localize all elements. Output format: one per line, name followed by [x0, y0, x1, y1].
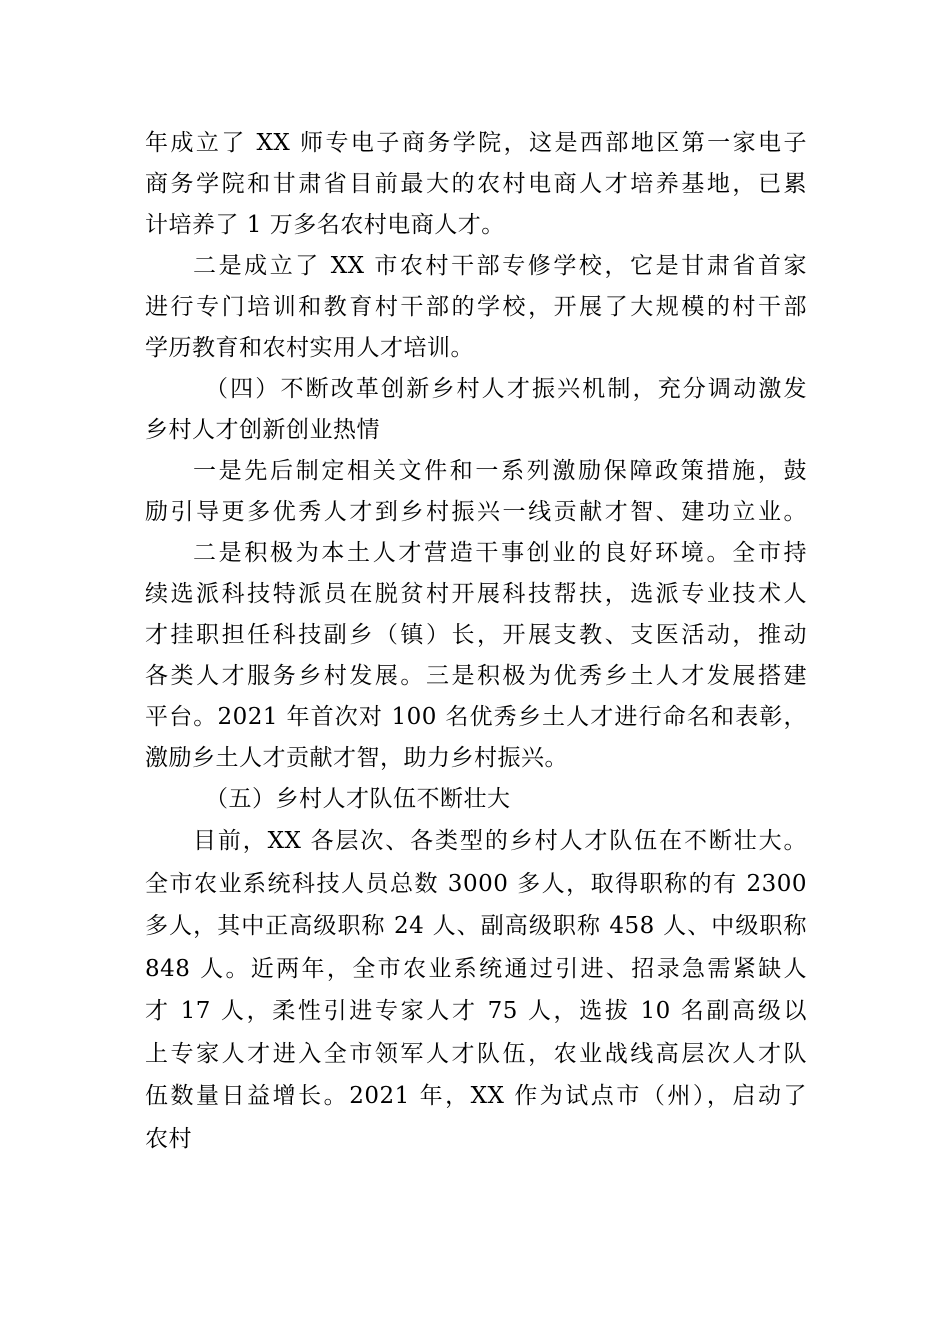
paragraph-line: 激励乡土人才贡献才智，助力乡村振兴。: [145, 745, 568, 771]
section-heading-4: （四）不断改革创新乡村人才振兴机制，充分调动激发: [205, 376, 807, 402]
paragraph-line: 进行专门培训和教育村干部的学校，开展了大规模的村干部: [145, 294, 807, 320]
paragraph-line: 平台。2021 年首次对 100 名优秀乡土人才进行命名和表彰，: [145, 704, 807, 730]
paragraph-line: 励引导更多优秀人才到乡村振兴一线贡献才智、建功立业。: [145, 499, 807, 525]
paragraph-line: 年成立了 XX 师专电子商务学院，这是西部地区第一家电子: [145, 130, 807, 156]
paragraph-line: 农村: [145, 1125, 192, 1152]
paragraph-line: 才挂职担任科技副乡（镇）长，开展支教、支医活动，推动: [145, 622, 807, 648]
paragraph-line: 一是先后制定相关文件和一系列激励保障政策措施，鼓: [193, 458, 807, 484]
body-text: [145, 123, 807, 1160]
paragraph-line: 才 17 人，柔性引进专家人才 75 人，选拔 10 名副高级以: [145, 998, 807, 1024]
paragraph-line: 二是积极为本土人才营造干事创业的良好环境。全市持: [193, 540, 807, 566]
paragraph-line: 二是成立了 XX 市农村干部专修学校，它是甘肃省首家: [193, 253, 807, 279]
paragraph-line: 目前，XX 各层次、各类型的乡村人才队伍在不断壮大。: [193, 828, 807, 854]
paragraph-line: 上专家人才进入全市领军人才队伍，农业战线高层次人才队: [145, 1040, 807, 1067]
paragraph-line: 各类人才服务乡村发展。三是积极为优秀乡土人才发展搭建: [145, 663, 807, 689]
paragraph-line: 商务学院和甘肃省目前最大的农村电商人才培养基地，已累: [145, 171, 807, 197]
paragraph-line: 计培养了 1 万多名农村电商人才。: [145, 212, 505, 238]
paragraph-line: 全市农业系统科技人员总数 3000 多人，取得职称的有 2300: [145, 870, 807, 897]
paragraph-line: 学历教育和农村实用人才培训。: [145, 335, 474, 361]
paragraph-line: 续选派科技特派员在脱贫村开展科技帮扶，选派专业技术人: [145, 581, 807, 607]
paragraph-line: 848 人。近两年，全市农业系统通过引进、招录急需紧缺人: [145, 955, 807, 982]
section-heading-4-cont: 乡村人才创新创业热情: [145, 417, 380, 443]
section-heading-5: （五）乡村人才队伍不断壮大: [205, 786, 511, 812]
paragraph-line: 伍数量日益增长。2021 年，XX 作为试点市（州），启动了: [145, 1083, 807, 1109]
paragraph-line: 多人，其中正高级职称 24 人、副高级职称 458 人、中级职称: [145, 913, 807, 939]
